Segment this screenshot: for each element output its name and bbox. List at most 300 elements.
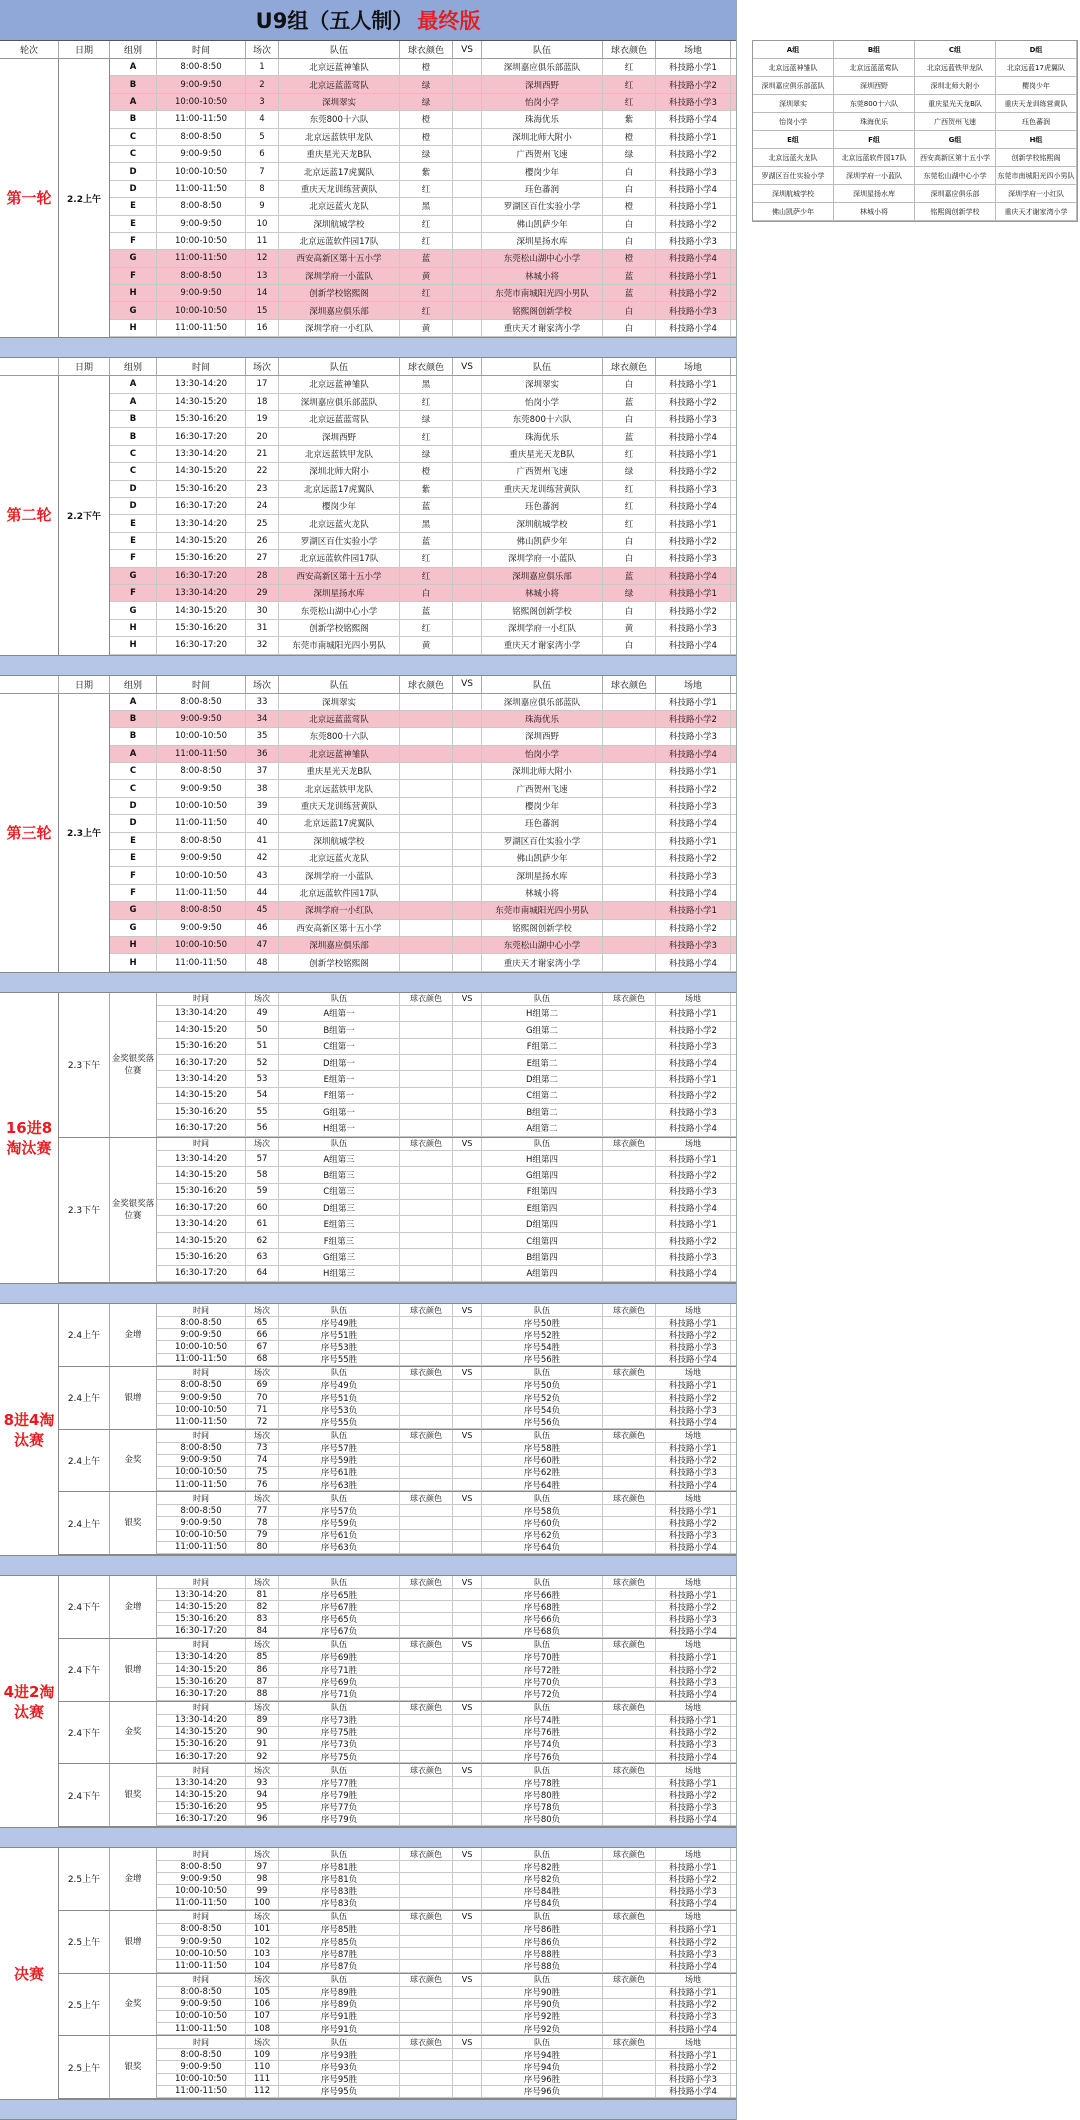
header-cell: 日期 — [59, 41, 110, 58]
venue-cell: 科技路小学2 — [656, 1022, 731, 1037]
group-team: 西安高新区第十五小学 — [915, 149, 996, 167]
team-b: 序号66胜 — [482, 1589, 603, 1600]
team-b: 珠海优乐 — [482, 428, 603, 444]
knockout-block — [0, 993, 736, 1284]
venue-cell: 科技路小学2 — [656, 1167, 731, 1182]
vs-cell — [453, 446, 482, 462]
header-cell: 时间 — [157, 1974, 246, 1986]
time-cell: 10:00-10:50 — [157, 798, 246, 814]
table-row — [110, 867, 736, 884]
venue-cell: 科技路小学4 — [656, 1960, 731, 1971]
match-number: 72 — [246, 1416, 279, 1427]
match-number: 103 — [246, 1948, 279, 1959]
header-cell: 轮次 — [0, 41, 59, 58]
header-cell: 场地 — [656, 1639, 731, 1651]
venue-cell: 科技路小学3 — [656, 1467, 731, 1478]
table-row — [110, 129, 736, 146]
header-cell: 球衣颜色 — [400, 1492, 453, 1504]
match-number: 7 — [246, 163, 279, 179]
stage-label: 8进4淘汰赛 — [0, 1304, 59, 1555]
team-a: 创新学校铭熙阁 — [279, 620, 400, 636]
header-cell: 队伍 — [279, 41, 400, 58]
time-cell: 13:30-14:20 — [157, 585, 246, 601]
match-number: 69 — [246, 1380, 279, 1391]
table-row — [157, 1739, 736, 1751]
group-cell: A — [110, 746, 157, 762]
team-a: 罗湖区百仕实验小学 — [279, 533, 400, 549]
group-cell: H — [110, 285, 157, 301]
team-b-color — [603, 2074, 656, 2085]
team-b-color — [603, 1924, 656, 1935]
match-number: 82 — [246, 1601, 279, 1612]
match-number: 55 — [246, 1104, 279, 1119]
team-b: 林城小将 — [482, 885, 603, 901]
header-cell: VS — [453, 2036, 482, 2048]
section-divider — [0, 1556, 736, 1576]
team-a: E组第三 — [279, 1216, 400, 1231]
subgroup-name: 金增 — [110, 1304, 157, 1366]
header-cell: 场地 — [656, 2036, 731, 2048]
team-a-color: 蓝 — [400, 533, 453, 549]
team-b-color — [603, 2011, 656, 2022]
team-b: 珏色蕃润 — [482, 181, 603, 197]
team-b-color — [603, 1341, 656, 1352]
time-cell: 11:00-11:50 — [157, 320, 246, 336]
time-cell: 10:00-10:50 — [157, 1885, 246, 1896]
vs-cell — [453, 1948, 482, 1959]
header-cell: 队伍 — [482, 1430, 603, 1442]
team-a: 深圳北师大附小 — [279, 463, 400, 479]
header-cell: 队伍 — [279, 1430, 400, 1442]
team-a: 深圳嘉应俱乐部 — [279, 302, 400, 318]
team-a: C组第三 — [279, 1184, 400, 1199]
team-b-color — [603, 1380, 656, 1391]
table-row — [157, 1542, 736, 1554]
vs-cell — [453, 1341, 482, 1352]
table-row — [157, 1216, 736, 1232]
team-b: F组第二 — [482, 1039, 603, 1054]
team-a-color — [400, 2011, 453, 2022]
venue-cell: 科技路小学4 — [656, 1200, 731, 1215]
table-row — [157, 1380, 736, 1392]
table-row — [110, 746, 736, 763]
vs-cell — [453, 885, 482, 901]
table-row — [110, 411, 736, 428]
match-number: 71 — [246, 1404, 279, 1415]
time-cell: 14:30-15:20 — [157, 602, 246, 618]
header-cell: 场地 — [656, 1492, 731, 1504]
vs-cell — [453, 937, 482, 953]
subgroup-date: 2.3下午 — [59, 1138, 110, 1282]
venue-cell: 科技路小学4 — [656, 1479, 731, 1490]
vs-cell — [453, 1266, 482, 1281]
team-a: 深圳嘉应俱乐部 — [279, 937, 400, 953]
group-cell: H — [110, 620, 157, 636]
round-label: 第二轮 — [0, 376, 59, 654]
header-cell: 队伍 — [482, 1764, 603, 1776]
table-row — [110, 585, 736, 602]
team-b: 珏色蕃润 — [482, 498, 603, 514]
time-cell: 11:00-11:50 — [157, 2086, 246, 2097]
venue-cell: 科技路小学1 — [656, 446, 731, 462]
header-cell — [0, 676, 59, 693]
team-b: 深圳西野 — [482, 728, 603, 744]
subgroup-name: 银增 — [110, 1911, 157, 1973]
header-cell: 队伍 — [482, 1304, 603, 1316]
group-header: G组 — [915, 131, 996, 149]
vs-cell — [453, 1727, 482, 1738]
match-number: 28 — [246, 568, 279, 584]
time-cell: 11:00-11:50 — [157, 1416, 246, 1427]
header-cell: 队伍 — [482, 358, 603, 375]
header-cell: 时间 — [157, 2036, 246, 2048]
team-a-color — [400, 902, 453, 918]
vs-cell — [453, 1022, 482, 1037]
header-cell: 场次 — [246, 1430, 279, 1442]
group-cell: A — [110, 694, 157, 710]
table-row — [110, 798, 736, 815]
team-b-color — [603, 728, 656, 744]
group-grid — [753, 41, 1077, 221]
match-number: 59 — [246, 1184, 279, 1199]
team-b-color — [603, 1601, 656, 1612]
group-cell: D — [110, 815, 157, 831]
team-b-color: 白 — [603, 181, 656, 197]
match-number: 107 — [246, 2011, 279, 2022]
team-a: 序号87胜 — [279, 1948, 400, 1959]
team-b-color — [603, 1167, 656, 1182]
group-cell: C — [110, 780, 157, 796]
table-row — [110, 498, 736, 515]
team-b-color — [603, 780, 656, 796]
time-cell: 15:30-16:20 — [157, 1039, 246, 1054]
team-a: 东莞市南城阳光四小男队 — [279, 637, 400, 653]
team-b-color: 黄 — [603, 620, 656, 636]
header-cell: 球衣颜色 — [400, 358, 453, 375]
header-cell: 时间 — [157, 993, 246, 1005]
vs-cell — [453, 1416, 482, 1427]
group-team: 怡岗小学 — [753, 113, 834, 131]
team-a: 北京远蓝神雏队 — [279, 746, 400, 762]
title-accent: 最终版 — [417, 9, 481, 33]
group-cell: F — [110, 233, 157, 249]
venue-cell: 科技路小学4 — [656, 1416, 731, 1427]
group-cell: A — [110, 376, 157, 392]
header-cell: 场次 — [246, 2036, 279, 2048]
team-b-color — [603, 815, 656, 831]
header-cell: 场地 — [656, 1430, 731, 1442]
header-cell: 场次 — [246, 1911, 279, 1923]
match-number: 2 — [246, 76, 279, 92]
subgroup-date: 2.4下午 — [59, 1702, 110, 1764]
team-b-color — [603, 1715, 656, 1726]
header-cell: VS — [453, 1576, 482, 1588]
team-a-color: 绿 — [400, 411, 453, 427]
team-b-color — [603, 1104, 656, 1119]
team-a: 深圳学府一小红队 — [279, 320, 400, 336]
vs-cell — [453, 285, 482, 301]
team-b: 重庆天龙训练营黄队 — [482, 481, 603, 497]
subgroup-date: 2.4上午 — [59, 1492, 110, 1554]
venue-cell: 科技路小学3 — [656, 1039, 731, 1054]
team-a-color — [400, 1341, 453, 1352]
vs-cell — [453, 2011, 482, 2022]
venue-cell: 科技路小学2 — [656, 1329, 731, 1340]
team-a-color — [400, 1999, 453, 2010]
team-b: 序号58胜 — [482, 1443, 603, 1454]
venue-cell: 科技路小学4 — [656, 1542, 731, 1553]
group-header: B组 — [834, 41, 915, 59]
group-cell: B — [110, 711, 157, 727]
subgroup-date: 2.5上午 — [59, 1974, 110, 2036]
header-cell: 场地 — [656, 1764, 731, 1776]
time-cell: 15:30-16:20 — [157, 1676, 246, 1687]
team-b: 序号62负 — [482, 1530, 603, 1541]
team-a-color: 蓝 — [400, 250, 453, 266]
team-b-color: 白 — [603, 637, 656, 653]
venue-cell: 科技路小学4 — [656, 637, 731, 653]
time-cell: 15:30-16:20 — [157, 1104, 246, 1119]
team-a: 序号61负 — [279, 1530, 400, 1541]
subgroup-name: 金奖银奖落位赛 — [110, 993, 157, 1137]
team-a-color — [400, 1022, 453, 1037]
vs-cell — [453, 1404, 482, 1415]
vs-cell — [453, 320, 482, 336]
header-cell: 队伍 — [482, 1702, 603, 1714]
subgroup-name: 银奖 — [110, 1492, 157, 1554]
subgroup-name: 金奖银奖落位赛 — [110, 1138, 157, 1282]
time-cell: 14:30-15:20 — [157, 1664, 246, 1675]
team-a-color — [400, 1936, 453, 1947]
team-a-color — [400, 1216, 453, 1231]
table-row — [110, 780, 736, 797]
venue-cell: 科技路小学2 — [656, 146, 731, 162]
team-b-color — [603, 1479, 656, 1490]
time-cell: 13:30-14:20 — [157, 1071, 246, 1086]
team-b-color — [603, 1022, 656, 1037]
team-a: 北京远蓝17虎翼队 — [279, 481, 400, 497]
vs-cell — [453, 1626, 482, 1637]
table-row — [157, 1601, 736, 1613]
team-b: 珠海优乐 — [482, 711, 603, 727]
match-number: 86 — [246, 1664, 279, 1675]
subgroup-date: 2.4下午 — [59, 1576, 110, 1638]
match-number: 52 — [246, 1055, 279, 1070]
venue-cell: 科技路小学4 — [656, 1120, 731, 1135]
team-a: 北京远蓝17虎翼队 — [279, 815, 400, 831]
vs-cell — [453, 728, 482, 744]
subgroup-date: 2.4下午 — [59, 1639, 110, 1701]
header-cell: 场次 — [246, 1764, 279, 1776]
table-row — [157, 1404, 736, 1416]
match-number: 64 — [246, 1266, 279, 1281]
venue-cell: 科技路小学1 — [656, 2049, 731, 2060]
team-b: 序号84负 — [482, 1898, 603, 1909]
header-cell: 场地 — [656, 358, 731, 375]
header-cell: 场次 — [246, 993, 279, 1005]
vs-cell — [453, 1120, 482, 1135]
match-number: 35 — [246, 728, 279, 744]
time-cell: 15:30-16:20 — [157, 1802, 246, 1813]
team-a-color — [400, 1613, 453, 1624]
table-row — [110, 954, 736, 971]
table-row — [110, 268, 736, 285]
header-cell: 球衣颜色 — [400, 41, 453, 58]
team-a: 序号73胜 — [279, 1715, 400, 1726]
match-number: 74 — [246, 1455, 279, 1466]
header-cell: 场次 — [246, 1367, 279, 1379]
match-number: 46 — [246, 920, 279, 936]
team-a: 北京远蓝火龙队 — [279, 515, 400, 531]
subgroup-name: 金奖 — [110, 1974, 157, 2036]
time-cell: 16:30-17:20 — [157, 1055, 246, 1070]
time-cell: 10:00-10:50 — [157, 94, 246, 110]
vs-cell — [453, 1167, 482, 1182]
table-row — [110, 394, 736, 411]
team-a-color: 黑 — [400, 376, 453, 392]
group-team: 北京远蓝神雏队 — [753, 59, 834, 77]
venue-cell: 科技路小学2 — [656, 76, 731, 92]
team-a-color: 紫 — [400, 163, 453, 179]
knockout-subgroup — [59, 1492, 736, 1555]
team-b: 珠海优乐 — [482, 111, 603, 127]
team-b-color — [603, 1249, 656, 1264]
team-b-color — [603, 1676, 656, 1687]
vs-cell — [453, 59, 482, 75]
team-b: 序号74胜 — [482, 1715, 603, 1726]
team-b: 佛山凯萨少年 — [482, 850, 603, 866]
team-a-color — [400, 1626, 453, 1637]
vs-cell — [453, 94, 482, 110]
table-row — [157, 2074, 736, 2086]
time-cell: 16:30-17:20 — [157, 1120, 246, 1135]
table-row — [110, 216, 736, 233]
table-row — [157, 1948, 736, 1960]
team-a-color — [400, 1006, 453, 1021]
table-row — [110, 620, 736, 637]
time-cell: 11:00-11:50 — [157, 111, 246, 127]
team-a-color: 红 — [400, 285, 453, 301]
team-a: 重庆星光天龙B队 — [279, 763, 400, 779]
team-a-color: 红 — [400, 550, 453, 566]
team-a: 北京远蓝软件园17队 — [279, 550, 400, 566]
group-cell: F — [110, 885, 157, 901]
team-a: 深圳学府一小蓝队 — [279, 867, 400, 883]
knockout-block — [0, 1304, 736, 1556]
subgroup-date: 2.4下午 — [59, 1764, 110, 1826]
match-number: 73 — [246, 1443, 279, 1454]
team-b-color: 红 — [603, 94, 656, 110]
team-b: D组第二 — [482, 1071, 603, 1086]
group-cell: G — [110, 250, 157, 266]
match-number: 31 — [246, 620, 279, 636]
table-row — [110, 937, 736, 954]
team-b-color — [603, 1354, 656, 1365]
team-a: 北京远蓝17虎翼队 — [279, 163, 400, 179]
header-cell: VS — [453, 1430, 482, 1442]
team-a: F组第三 — [279, 1233, 400, 1248]
venue-cell: 科技路小学2 — [656, 920, 731, 936]
vs-cell — [453, 620, 482, 636]
subgroup-header — [157, 1911, 736, 1924]
team-a-color: 绿 — [400, 146, 453, 162]
team-b-color: 蓝 — [603, 268, 656, 284]
header-cell: VS — [453, 1911, 482, 1923]
header-cell: 球衣颜色 — [400, 1764, 453, 1776]
team-b-color: 绿 — [603, 463, 656, 479]
subgroup-date: 2.3下午 — [59, 993, 110, 1137]
venue-cell: 科技路小学3 — [656, 481, 731, 497]
match-number: 30 — [246, 602, 279, 618]
header-cell: 场次 — [246, 1304, 279, 1316]
venue-cell: 科技路小学3 — [656, 2074, 731, 2085]
venue-cell: 科技路小学1 — [656, 1924, 731, 1935]
table-row — [157, 1039, 736, 1055]
venue-cell: 科技路小学3 — [656, 2011, 731, 2022]
team-b-color — [603, 1443, 656, 1454]
team-b-color — [603, 1613, 656, 1624]
header-cell: 球衣颜色 — [603, 1639, 656, 1651]
header-cell: VS — [453, 1367, 482, 1379]
vs-cell — [453, 216, 482, 232]
group-cell: B — [110, 411, 157, 427]
time-cell: 9:00-9:50 — [157, 850, 246, 866]
team-b: 序号80负 — [482, 1814, 603, 1825]
time-cell: 13:30-14:20 — [157, 515, 246, 531]
venue-cell: 科技路小学3 — [656, 1530, 731, 1541]
team-b-color — [603, 1960, 656, 1971]
team-a-color — [400, 1354, 453, 1365]
venue-cell: 科技路小学2 — [656, 216, 731, 232]
header-cell: VS — [453, 1702, 482, 1714]
team-b-color — [603, 1200, 656, 1215]
team-b-color: 绿 — [603, 146, 656, 162]
team-a: 序号51负 — [279, 1392, 400, 1403]
subgroup-header — [157, 1974, 736, 1987]
header-cell: 队伍 — [482, 1492, 603, 1504]
venue-cell: 科技路小学2 — [656, 1999, 731, 2010]
table-row — [110, 550, 736, 567]
match-number: 67 — [246, 1341, 279, 1352]
team-a-color: 蓝 — [400, 498, 453, 514]
vs-cell — [453, 1676, 482, 1687]
team-b: 怡岗小学 — [482, 746, 603, 762]
team-a-color — [400, 711, 453, 727]
header-cell: 时间 — [157, 358, 246, 375]
header-cell: 场地 — [656, 676, 731, 693]
header-cell: 场次 — [246, 1702, 279, 1714]
venue-cell: 科技路小学2 — [656, 1789, 731, 1800]
team-a-color — [400, 2061, 453, 2072]
match-number: 8 — [246, 181, 279, 197]
time-cell: 8:00-8:50 — [157, 1317, 246, 1328]
subgroup-date: 2.5上午 — [59, 2036, 110, 2098]
team-b: 序号70胜 — [482, 1652, 603, 1663]
team-b-color — [603, 1626, 656, 1637]
match-number: 53 — [246, 1071, 279, 1086]
team-a-color — [400, 1715, 453, 1726]
header-cell: 时间 — [157, 676, 246, 693]
team-b-color: 蓝 — [603, 285, 656, 301]
venue-cell: 科技路小学3 — [656, 1249, 731, 1264]
team-b: 序号52胜 — [482, 1329, 603, 1340]
group-cell: A — [110, 94, 157, 110]
table-row — [110, 233, 736, 250]
group-team: 重庆星光天龙B队 — [915, 95, 996, 113]
team-a: 序号73负 — [279, 1739, 400, 1750]
venue-cell: 科技路小学2 — [656, 1936, 731, 1947]
vs-cell — [453, 1664, 482, 1675]
